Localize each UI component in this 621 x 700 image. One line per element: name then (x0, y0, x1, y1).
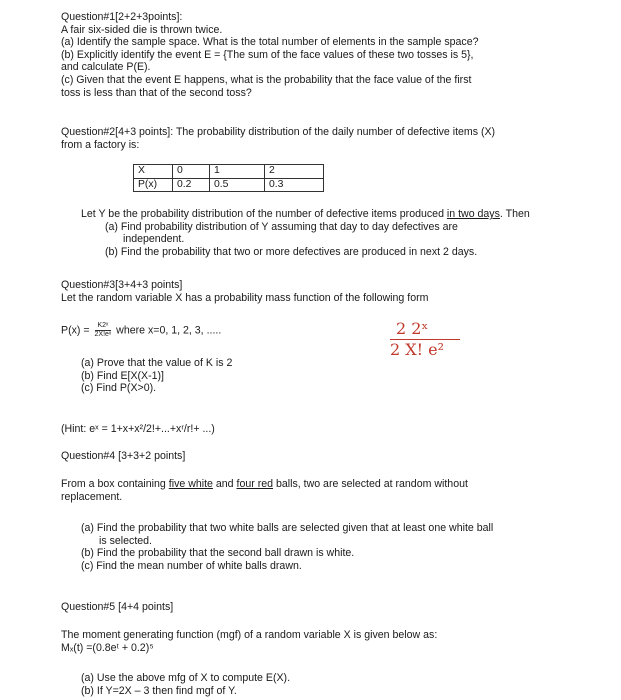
q5-intro-text: The moment generating function (mgf) of a random variable X is given below as: (61, 629, 438, 641)
q2-text-underlined: in two days (446, 208, 500, 220)
q4-intro-line2: replacement. (61, 490, 123, 503)
pmf-rhs: where x=0, 1, 2, 3, ..... (116, 324, 222, 337)
table-cell: 0.2 (173, 178, 210, 192)
q1-part-c-line2: toss is less than that of the second toss? (61, 86, 252, 99)
q3-part-a: (a) Prove that the value of K is 2 (81, 357, 233, 369)
pmf-fraction (95, 322, 112, 339)
q3-hint (61, 423, 561, 436)
q3-header: Question#3[3+4+3 points] (61, 279, 183, 291)
table-cell: 0.3 (265, 178, 324, 192)
q2-part-a-line1: (a) Find probability distribution of Y assuming that day to day defectives are (105, 220, 458, 233)
table-row (134, 178, 324, 192)
pmf-denominator: 2X!eˣ (94, 331, 112, 338)
table-cell: P(x) (134, 178, 173, 192)
q4-intro-line1 (61, 478, 561, 491)
q5-parts (61, 672, 561, 697)
q5-part-b: (b) If Y=2X – 3 then find mgf of Y. (81, 684, 237, 697)
table-cell: 1 (210, 165, 265, 179)
table-row (134, 165, 324, 179)
question-1 (61, 11, 561, 99)
q3-part-c: (c) Find P(X>0). (81, 382, 157, 395)
q4-intro-underlined-red: four red (236, 478, 274, 490)
question-3 (61, 279, 561, 304)
q3-hint-text: (Hint: eˣ = 1+x+x²/2!+...+xʳ/r!+ ...) (61, 423, 215, 435)
q2-statement (61, 208, 591, 221)
handwritten-note (390, 320, 460, 359)
q5-header: Question#5 [4+4 points] (61, 601, 174, 613)
q1-part-b-line2: and calculate P(E). (61, 61, 151, 74)
question-5 (61, 601, 561, 614)
q4-intro-pre: From a box containing (61, 478, 169, 490)
table-cell: 0.5 (210, 178, 265, 192)
handwritten-denominator: 2 X! e² (390, 340, 445, 359)
handwritten-numerator: 2 2ˣ (396, 319, 429, 338)
pmf-numerator: K2ˣ (95, 322, 112, 331)
q1-part-a: (a) Identify the sample space. What is the total number of elements in the sample space? (61, 36, 479, 49)
q4-part-a-line1: (a) Find the probability that two white balls are selected given that at least one white ball (81, 522, 494, 534)
q4-intro-mid: and (212, 478, 237, 490)
question-4 (61, 450, 561, 463)
pmf-lhs: P(x) = (61, 324, 90, 337)
q4-intro-underlined-white: five white (168, 478, 213, 490)
q2-body (61, 208, 591, 258)
q4-part-a-line2: is selected. (99, 534, 152, 547)
q2-text-pre: Let Y be the probability distribution of the number of defective items produced (81, 208, 447, 220)
question-2 (61, 126, 561, 151)
q3-parts (61, 357, 561, 395)
q1-part-c-line1: (c) Given that the event E happens, what is the probability that the face value of the first (61, 73, 472, 86)
q4-intro (61, 478, 561, 503)
q4-parts (61, 522, 561, 572)
q2-text-post: . Then (499, 208, 530, 220)
q3-pmf (61, 319, 561, 339)
q1-intro: A fair six-sided die is thrown twice. (61, 23, 223, 36)
q2-part-a-line2: independent. (123, 233, 185, 246)
q4-header: Question#4 [3+3+2 points] (61, 450, 186, 462)
q4-part-c: (c) Find the mean number of white balls drawn. (81, 559, 302, 572)
q5-intro (61, 629, 561, 654)
q2-header-line1: Question#2[4+3 points]: The probability distribution of the daily number of defective items (X) (61, 126, 496, 138)
q1-header: Question#1[2+2+3points]: (61, 11, 183, 23)
q3-part-b: (b) Find E[X(X-1)] (81, 369, 165, 382)
table-cell: X (134, 165, 173, 179)
q3-intro: Let the random variable X has a probability mass function of the following form (61, 291, 429, 304)
q2-header-line2: from a factory is: (61, 138, 140, 151)
q1-part-b-line1: (b) Explicitly identify the event E = {The sum of the face values of these two tosses is 5}, (61, 48, 474, 61)
q2-part-b: (b) Find the probability that two or more defectives are produced in next 2 days. (105, 245, 478, 258)
q5-part-a: (a) Use the above mfg of X to compute E(X). (81, 672, 291, 684)
table-cell: 0 (173, 165, 210, 179)
probability-table (133, 164, 324, 192)
q4-intro-post: balls, two are selected at random without (273, 478, 468, 490)
q5-mgf: Mₓ(t) =(0.8eᵗ + 0.2)⁵ (61, 641, 154, 654)
q4-part-b: (b) Find the probability that the second ball drawn is white. (81, 547, 355, 560)
table-cell: 2 (265, 165, 324, 179)
